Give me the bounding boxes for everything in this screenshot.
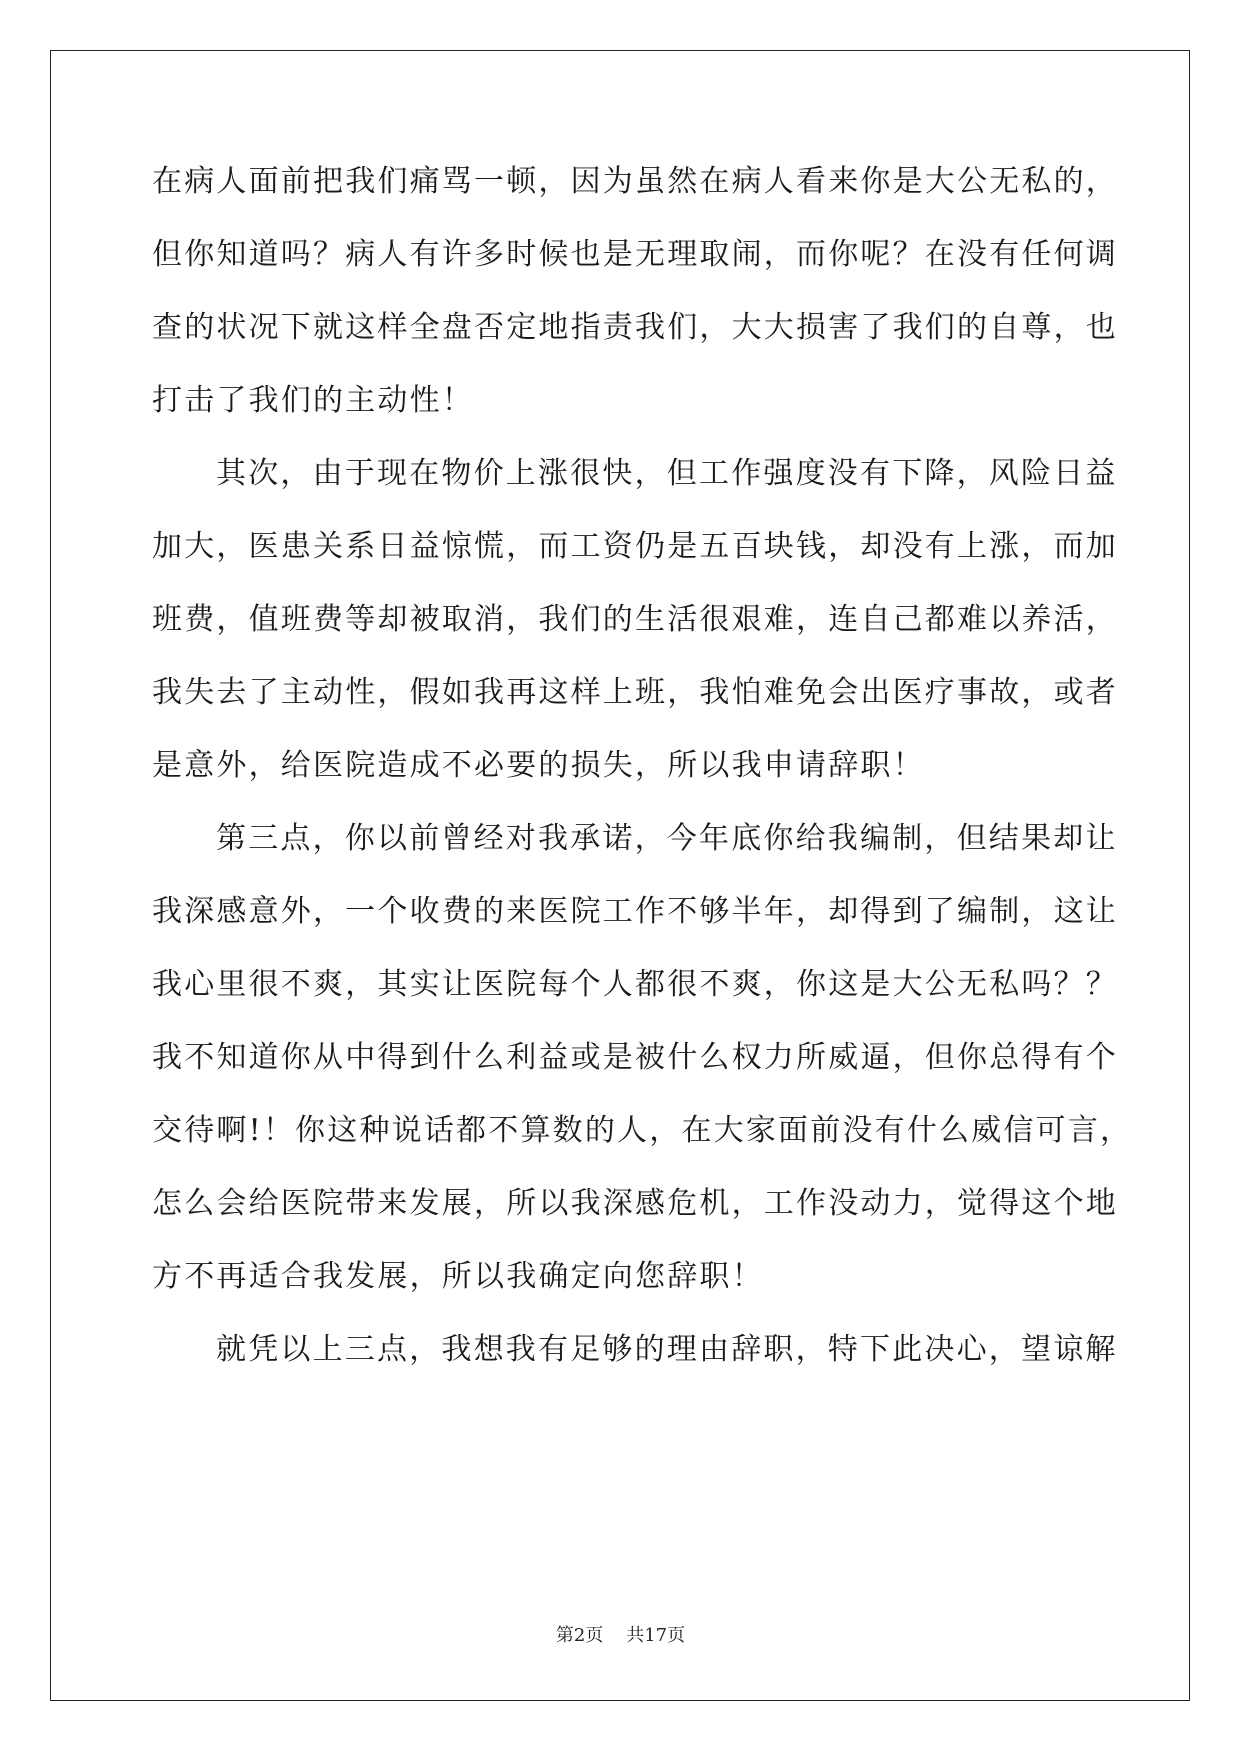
paragraph-start-line: 其次，由于现在物价上涨很快，但工作强度没有下降，风险日益 [216,456,1118,491]
text-line: 我深感意外，一个收费的来医院工作不够半年，却得到了编制，这让 [152,894,1118,929]
text-line: 在病人面前把我们痛骂一顿，因为虽然在病人看来你是大公无私的， [152,164,1118,199]
page-total: 共17页 [626,1625,686,1646]
page-border [50,50,1190,1701]
text-line: 查的状况下就这样全盘否定地指责我们，大大损害了我们的自尊，也 [152,310,1118,345]
text-line: 我不知道你从中得到什么利益或是被什么权力所威逼，但你总得有个 [152,1040,1118,1075]
text-line: 我心里很不爽，其实让医院每个人都很不爽，你这是大公无私吗？？ [152,967,1118,1002]
text-line: 方不再适合我发展，所以我确定向您辞职！ [152,1259,764,1294]
text-line: 班费，值班费等却被取消，我们的生活很艰难，连自己都难以养活， [152,602,1118,637]
text-line: 交待啊!！你这种说话都不算数的人，在大家面前没有什么威信可言， [152,1113,1133,1148]
text-line: 怎么会给医院带来发展，所以我深感危机，工作没动力，觉得这个地 [152,1186,1118,1221]
page-footer [0,1625,1241,1647]
paragraph-start-line: 第三点，你以前曾经对我承诺，今年底你给我编制，但结果却让 [216,821,1118,856]
text-line: 打击了我们的主动性！ [152,383,474,418]
page-number: 第2页 [555,1625,604,1646]
text-line: 是意外，给医院造成不必要的损失，所以我申请辞职！ [152,748,925,783]
text-line: 加大，医患关系日益惊慌，而工资仍是五百块钱，却没有上涨，而加 [152,529,1118,564]
text-line: 我失去了主动性，假如我再这样上班，我怕难免会出医疗事故，或者 [152,675,1118,710]
paragraph-start-line: 就凭以上三点，我想我有足够的理由辞职，特下此决心，望谅解 [216,1332,1118,1367]
text-line: 但你知道吗？病人有许多时候也是无理取闹，而你呢？在没有任何调 [152,237,1118,272]
